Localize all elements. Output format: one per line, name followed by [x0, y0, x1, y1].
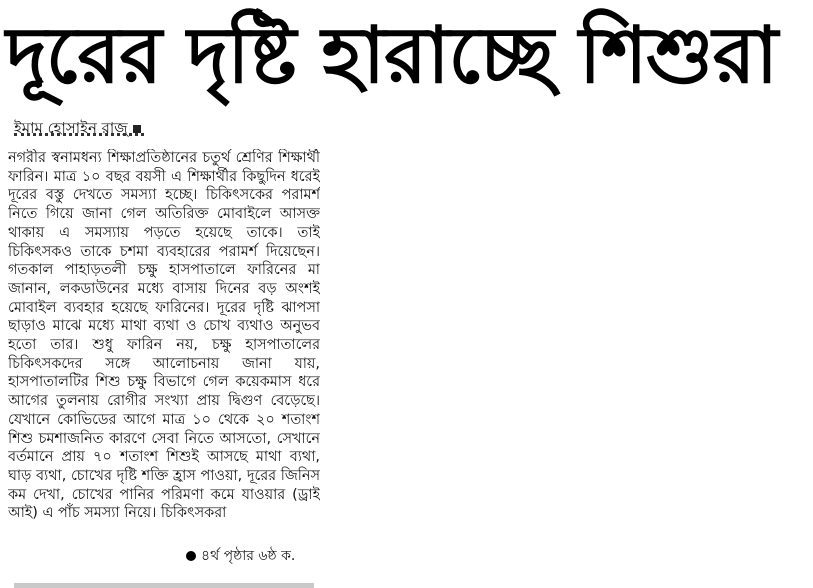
article-headline: দূরের দৃষ্টি হারাচ্ছে শিশুরা: [6, 11, 778, 101]
byline-square-icon: [133, 125, 141, 133]
byline-dotted-divider: [14, 133, 144, 140]
byline-author: ইমাম হোসাইন রাজু: [14, 119, 128, 137]
continued-text: ৪র্থ পৃষ্ঠার ৬ষ্ঠ ক.: [201, 548, 296, 564]
article-body: নগরীর স্বনামধন্য শিক্ষাপ্রতিষ্ঠানের চতুর্থ শ্রেণির শিক্ষার্থী ফারিন। মাত্র ১০ বছর বয়সী এ শিক্ষার্থীর কিছুদিন ধরেই দূরের বস্তু দেখতে সমস্যা হচ্ছে। চিকিৎসকের পরামর্শ নিতে গিয়ে জানা গেল অতিরিক্ত মোবাইলে আসক্ত থাকায় এ সমস্যায় পড়তে হয়েছে তাকে। তাই চিকিৎসকও তাকে চশমা ব্যবহারের পরামর্শ দিয়েছেন। গতকাল পাহাড়তলী চক্ষু হাসপাতালে ফারিনের মা জানান, লকডাউনের মধ্যে বাসায় দিনের বড় অংশই মোবাইল ব্যবহার হয়েছে ফারিনের। দূরের দৃষ্টি ঝাপসা ছাড়াও মাঝে মধ্যে মাথা ব্যথা ও চোখ ব্যথাও অনুভব হতো তার। শুধু ফারিন নয়, চক্ষু হাসপাতালের চিকিৎসকদের সঙ্গে আলোচনায় জানা যায়, হাসপাতালটির শিশু চক্ষু বিভাগে গেল কয়েকমাস ধরে আগের তুলনায় রোগীর সংখ্যা প্রায় দ্বিগুণ বেড়েছে। যেখানে কোভিডের আগে মাত্র ১০ থেকে ২০ শতাংশ শিশু চমশাজনিত কারণে সেবা নিতে আসতো, সেখানে বর্তমানে প্রায় ৭০ শতাংশ শিশুই আসছে মাথা ব্যথা, ঘাড় ব্যথা, চোখের দৃষ্টি শক্তি হ্রাস পাওয়া, দূরের জিনিস কম দেখা, চোখের পানির পরিমণা কমে যাওয়ার (ড্রাই আই) এ পাঁচ সমস্যা নিয়ে। চিকিৎসকরা: [8, 150, 320, 522]
bullet-icon: [186, 551, 196, 561]
bottom-rule: [14, 583, 314, 588]
continued-note: [186, 547, 295, 565]
